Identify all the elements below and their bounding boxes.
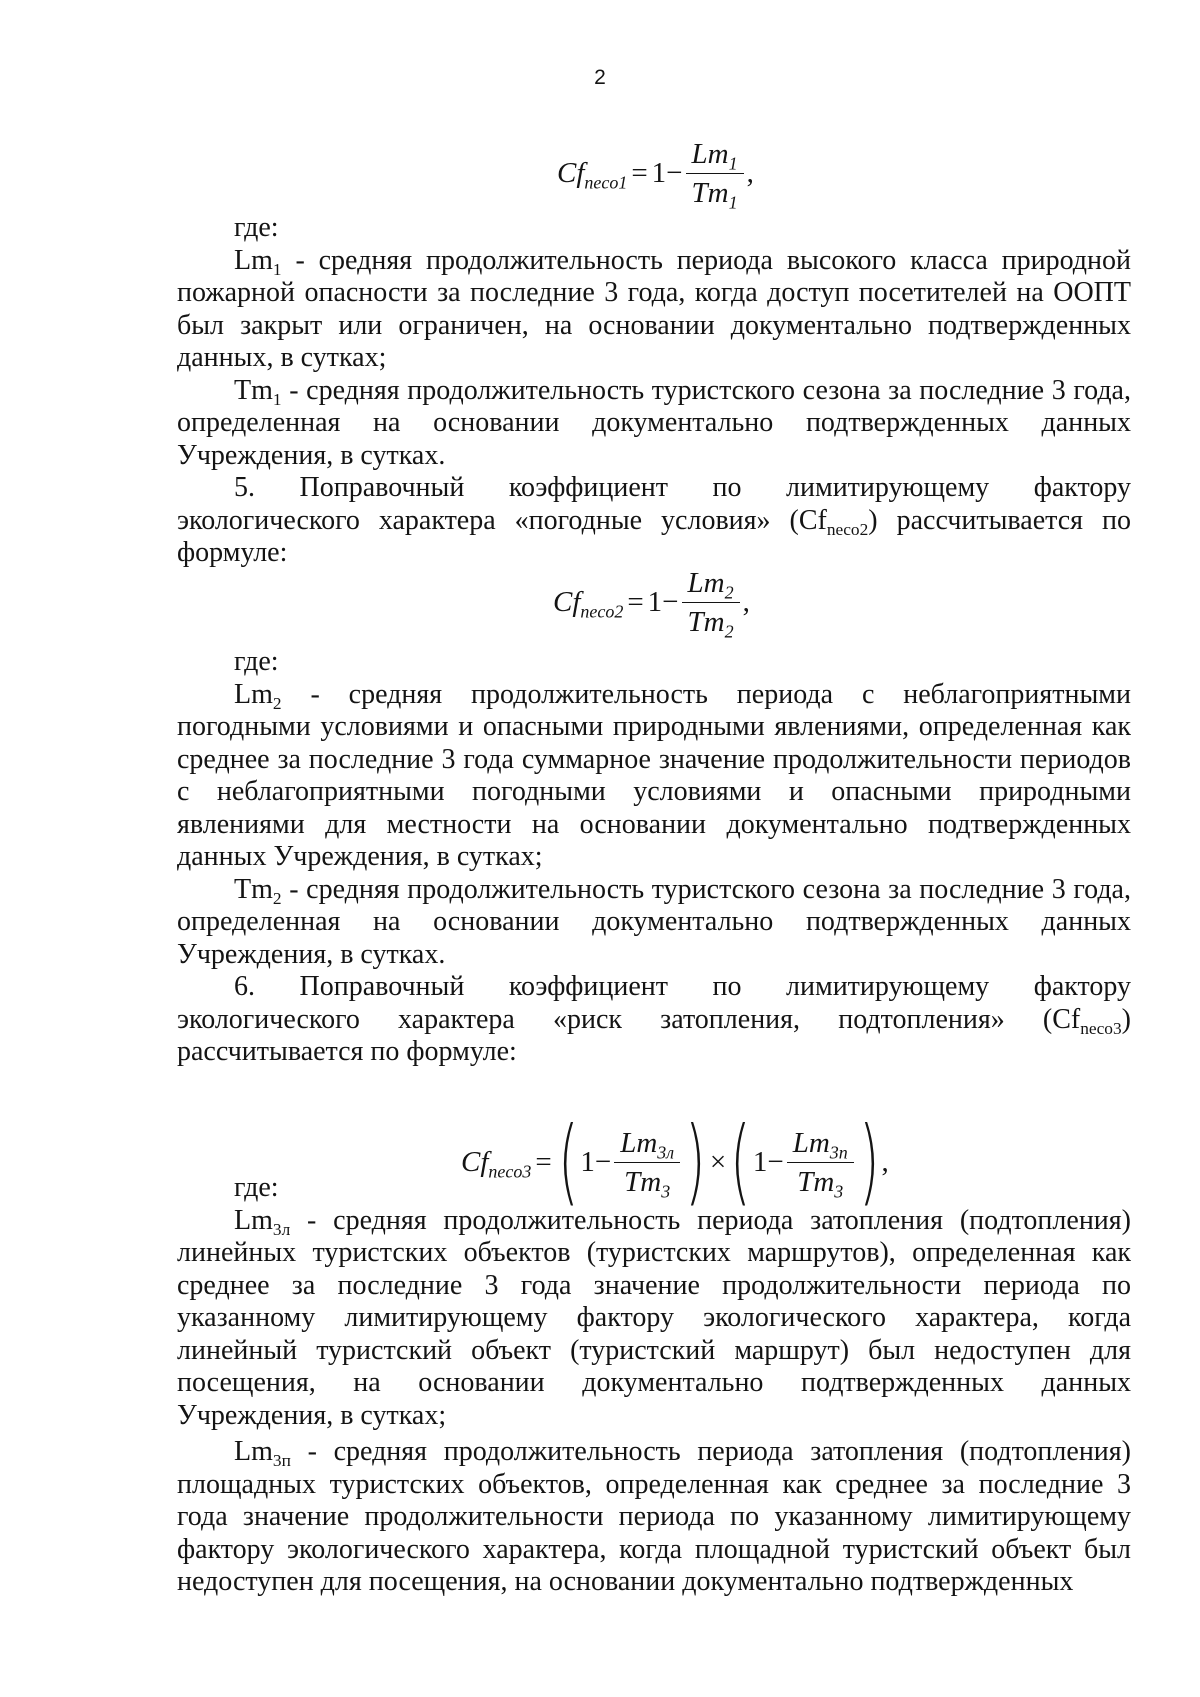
item-6-paragraph: 6. Поправочный коэффициент по лимитирующему фактору экологического характера «риск затопления, подтопления» $(Cf_{neco3})$ рассчитывается по формуле: [177, 971, 1131, 1067]
item-5-paragraph: 5. Поправочный коэффициент по лимитирующему фактору экологического характера «погодные условия» $(Cf_{neco2})$ рассчитывается по формуле: [177, 472, 1131, 568]
definition-lm3p: $Lm_{3п}$ - средняя продолжительность периода затопления (подтопления) площадных туристских объектов, определенная как среднее за последние 3 года значение продолжительности периода по указанному лимитирующему фактору экологического характера, когда площадной туристский объект был недоступен для посещения, на основании документально подтвержденных [177, 1436, 1131, 1597]
formula-cf-neco3: $Cf_{neco3}$ = ( 1 − $\frac{Lm_{3л}}{Tm_3}$ ) × ( 1 − $\frac{Lm_{3п}}{Tm_3}$ ) , [461, 1107, 889, 1216]
definition-lm3l: $Lm_{3л}$ - средняя продолжительность периода затопления (подтопления) линейных туристских объектов (туристских маршрутов), определенная как среднее за последние 3 года значение продолжительности периода по указанному лимитирующему фактору экологического характера, когда линейный туристский объект (туристский маршрут) был недоступен для посещения, на основании документально подтвержденных данных Учреждения, в сутках; [177, 1204, 1131, 1431]
text-block-1 [177, 212, 1131, 570]
formula1-minus: − [666, 156, 683, 189]
definition-tm2: $Tm_2$ - средняя продолжительность туристского сезона за последние 3 года, определенная на основании документально подтвержденных данных Учреждения, в сутках. [177, 873, 1131, 970]
page-number: 2 [594, 66, 606, 89]
formula1-lhs: $Cf_{neco1}$ [557, 156, 628, 192]
where-label: где: [234, 212, 279, 243]
formula3-times: × [709, 1145, 727, 1178]
formula-cf-neco2: $Cf_{neco2}$ = 1 − $\frac{Lm_2}{Tm_2}$ , [553, 566, 750, 641]
formula1-one: 1 [651, 156, 667, 189]
formula2-minus: − [662, 585, 679, 618]
formula3-right-paren-1: ) [685, 1107, 706, 1216]
definition-lm1: $Lm_1$ - средняя продолжительность периода высокого класса природной пожарной опасности за последние 3 года, когда доступ посетителей на ООПТ был закрыт или ограничен, на основании документально подтвержденных данных, в сутках; [177, 244, 1131, 373]
formula3-lhs: $Cf_{neco3}$ [461, 1145, 532, 1181]
where-label: где: [234, 646, 279, 677]
formula2-fraction: $\frac{Lm_2}{Tm_2}$ [682, 566, 740, 639]
where-label: где: [234, 1172, 279, 1203]
text-block-3 [177, 1172, 1131, 1599]
formula2-lhs: $Cf_{neco2}$ [553, 585, 624, 621]
formula-cf-neco1: $Cf_{neco1}$ = 1 − $\frac{Lm_1}{Tm_1}$ , [557, 137, 754, 212]
formula3-right-paren-2: ) [859, 1107, 880, 1216]
formula3-left-paren-1: ( [557, 1107, 579, 1216]
definition-lm2: $Lm_2$ - средняя продолжительность периода с неблагоприятными погодными условиями и опасными природными явлениями, определенная как среднее за последние 3 года суммарное значение продолжительности периодов с неблагоприятными погодными условиями и опасными природными явлениями для местности на основании документально подтвержденных данных Учреждения, в сутках; [177, 678, 1131, 872]
formula1-fraction: $\frac{Lm_1}{Tm_1}$ [686, 137, 744, 210]
formula3-fraction-1: $\frac{Lm_{3л}}{Tm_3}$ [614, 1126, 680, 1199]
text-block-2 [177, 646, 1131, 1069]
formula3-left-paren-2: ( [730, 1107, 751, 1216]
formula3-fraction-2: $\frac{Lm_{3п}}{Tm_3}$ [787, 1126, 854, 1199]
formula2-one: 1 [647, 585, 663, 618]
definition-tm1: $Tm_1$ - средняя продолжительность туристского сезона за последние 3 года, определенная на основании документально подтвержденных данных Учреждения, в сутках. [177, 374, 1131, 471]
